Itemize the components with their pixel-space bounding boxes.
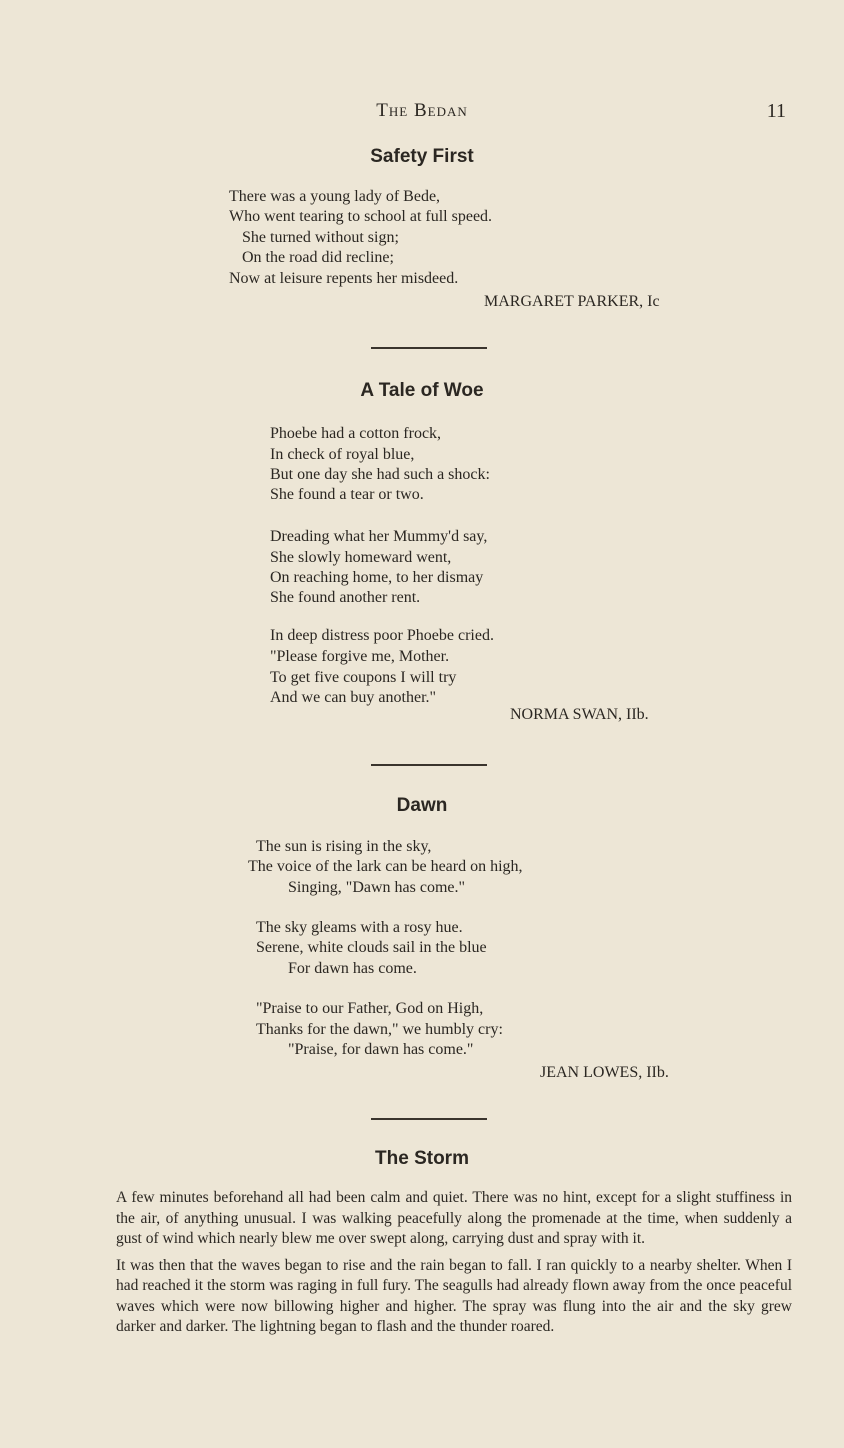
poem-title: A Tale of Woe [360,380,484,401]
poem-line: Who went tearing to school at full speed. [229,208,493,225]
poem-line: She found a tear or two. [270,486,424,503]
story-body [116,1188,792,1338]
poem-line: To get five coupons I will try [270,669,457,686]
poem-title: Safety First [370,146,474,167]
poem-line: But one day she had such a shock: [270,466,490,483]
story-paragraph: A few minutes beforehand all had been calm and quiet. There was no hint, except for a slight stuffiness in the air, of anything unusual. I was walking peacefully along the promenade at the time, when suddenly a gust of wind which nearly blew me over swept along, carrying dust and spray with it. [116,1189,792,1247]
poem-author: NORMA SWAN, IIb. [510,706,649,723]
poem-line: For dawn has come. [288,960,417,977]
poem-line: Serene, white clouds sail in the blue [256,939,487,956]
poem-line: On reaching home, to her dismay [270,569,484,586]
poem-line: Phoebe had a cotton frock, [270,425,442,442]
poem-author: JEAN LOWES, IIb. [540,1064,669,1081]
poem-line: The voice of the lark can be heard on high, [248,858,523,875]
poem-line: She found another rent. [270,589,421,606]
story-paragraph: It was then that the waves began to rise and the rain began to fall. I ran quickly to a nearby shelter. When I had reached it the storm was raging in full fury. The seagulls had already flown away from the once peaceful waves which were now billowing higher and higher. The spray was flung into the air and the sky grew darker and darker. The lightning began to flash and the thunder roared. [116,1256,792,1335]
poem-line: There was a young lady of Bede, [229,188,441,205]
poem-title: Dawn [396,795,448,816]
poem-line: On the road did recline; [242,249,394,266]
poem-line: Singing, "Dawn has come." [288,879,466,896]
poem-line: She slowly homeward went, [270,549,452,566]
poem-line: In check of royal blue, [270,446,415,463]
poem-line: "Praise to our Father, God on High, [256,1000,484,1017]
section-divider [371,347,487,349]
running-title: The Bedan [376,100,468,121]
poem-line: The sun is rising in the sky, [256,838,432,855]
page-number: 11 [766,100,786,122]
poem-line: And we can buy another." [270,689,437,706]
poem-line: She turned without sign; [242,229,399,246]
poem-line: Dreading what her Mummy'd say, [270,528,488,545]
section-divider [371,1118,487,1120]
poem-line: The sky gleams with a rosy hue. [256,919,463,936]
poem-line: "Praise, for dawn has come." [288,1041,474,1058]
poem-line: Thanks for the dawn," we humbly cry: [256,1021,503,1038]
poem-author: MARGARET PARKER, Ic [484,293,660,310]
poem-line: "Please forgive me, Mother. [270,648,450,665]
poem-line: In deep distress poor Phoebe cried. [270,627,494,644]
section-divider [371,764,487,766]
poem-line: Now at leisure repents her misdeed. [229,270,459,287]
story-title: The Storm [375,1148,469,1169]
